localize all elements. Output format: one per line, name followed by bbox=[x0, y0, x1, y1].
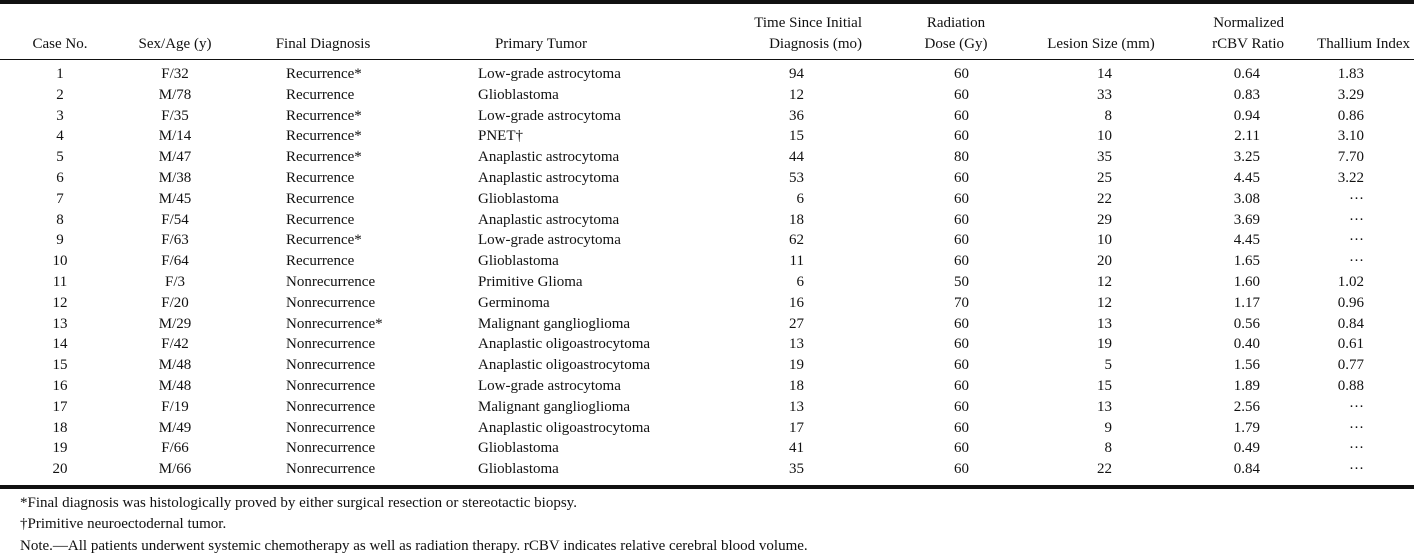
cell-primary-tumor: Germinoma bbox=[478, 294, 550, 311]
header-lesion-size: Lesion Size (mm) bbox=[1047, 36, 1155, 52]
cell-primary-tumor: Glioblastoma bbox=[478, 190, 559, 207]
cell-lesion-size: 13 bbox=[1097, 315, 1112, 332]
cell-time-since-diagnosis: 6 bbox=[796, 273, 804, 290]
cell-primary-tumor: Glioblastoma bbox=[478, 440, 559, 457]
cell-time-since-diagnosis: 44 bbox=[789, 149, 804, 166]
cell-time-since-diagnosis: 53 bbox=[789, 169, 804, 186]
cell-thallium-index: ··· bbox=[1349, 419, 1364, 436]
cell-final-diagnosis: Nonrecurrence bbox=[286, 398, 376, 415]
cell-primary-tumor: Anaplastic oligoastrocytoma bbox=[478, 357, 651, 374]
cell-case-no: 7 bbox=[56, 190, 64, 207]
cell-thallium-index: ··· bbox=[1349, 253, 1364, 270]
cell-sex-age: M/14 bbox=[158, 128, 192, 145]
cell-lesion-size: 15 bbox=[1097, 377, 1112, 394]
cell-lesion-size: 29 bbox=[1097, 211, 1112, 228]
cell-sex-age: F/66 bbox=[161, 440, 189, 457]
cell-lesion-size: 13 bbox=[1097, 398, 1112, 415]
table-row bbox=[0, 251, 1414, 272]
cell-final-diagnosis: Recurrence bbox=[286, 211, 355, 228]
cell-case-no: 3 bbox=[56, 107, 64, 124]
cell-case-no: 11 bbox=[52, 273, 68, 290]
cell-sex-age: M/47 bbox=[158, 149, 192, 166]
table-row bbox=[0, 168, 1414, 189]
cell-final-diagnosis: Recurrence* bbox=[286, 107, 362, 124]
cell-radiation-dose: 60 bbox=[954, 336, 969, 353]
cell-lesion-size: 5 bbox=[1104, 357, 1112, 374]
cell-case-no: 9 bbox=[56, 232, 64, 249]
cell-rcbv-ratio: 4.45 bbox=[1233, 169, 1260, 186]
cell-time-since-diagnosis: 12 bbox=[789, 86, 804, 103]
cell-radiation-dose: 60 bbox=[954, 169, 969, 186]
cell-thallium-index: ··· bbox=[1349, 232, 1364, 249]
cell-final-diagnosis: Recurrence* bbox=[286, 232, 362, 249]
cell-rcbv-ratio: 0.64 bbox=[1233, 66, 1260, 82]
cell-lesion-size: 10 bbox=[1097, 232, 1112, 249]
header-rcbv-ratio: Normalized rCBV Ratio bbox=[1212, 15, 1284, 52]
table-row bbox=[0, 272, 1414, 293]
cell-time-since-diagnosis: 27 bbox=[789, 315, 804, 332]
cell-lesion-size: 20 bbox=[1097, 253, 1112, 270]
cell-time-since-diagnosis: 62 bbox=[789, 232, 804, 249]
cell-primary-tumor: Anaplastic oligoastrocytoma bbox=[478, 419, 651, 436]
cell-thallium-index: 0.61 bbox=[1337, 336, 1364, 353]
cell-sex-age: F/3 bbox=[164, 273, 185, 290]
cell-case-no: 6 bbox=[56, 169, 64, 186]
cell-thallium-index: 3.10 bbox=[1337, 128, 1364, 145]
cell-radiation-dose: 60 bbox=[954, 419, 969, 436]
cell-rcbv-ratio: 0.94 bbox=[1233, 107, 1260, 124]
cell-radiation-dose: 60 bbox=[954, 253, 969, 270]
cell-thallium-index: 0.77 bbox=[1337, 357, 1364, 374]
table-row bbox=[0, 210, 1414, 231]
cell-time-since-diagnosis: 6 bbox=[796, 190, 804, 207]
table-row bbox=[0, 397, 1414, 418]
bottom-rule bbox=[0, 485, 1414, 489]
footnote-dagger: †Primitive neuroectodernal tumor. bbox=[20, 516, 227, 533]
cell-case-no: 13 bbox=[52, 315, 68, 332]
cell-radiation-dose: 60 bbox=[954, 377, 969, 394]
top-rule bbox=[0, 0, 1414, 4]
cell-rcbv-ratio: 0.83 bbox=[1233, 86, 1260, 103]
header-rule bbox=[0, 59, 1414, 60]
cell-sex-age: F/64 bbox=[161, 253, 189, 270]
cell-radiation-dose: 60 bbox=[954, 232, 969, 249]
cell-lesion-size: 33 bbox=[1097, 86, 1112, 103]
cell-primary-tumor: Glioblastoma bbox=[478, 253, 559, 270]
cell-sex-age: F/32 bbox=[161, 66, 189, 82]
cell-time-since-diagnosis: 41 bbox=[789, 440, 804, 457]
header-row bbox=[0, 10, 1414, 59]
cell-final-diagnosis: Recurrence bbox=[286, 169, 355, 186]
cell-rcbv-ratio: 1.89 bbox=[1233, 377, 1260, 394]
cell-thallium-index: ··· bbox=[1349, 440, 1364, 457]
cell-primary-tumor: Anaplastic oligoastrocytoma bbox=[478, 336, 651, 353]
cell-lesion-size: 12 bbox=[1097, 273, 1112, 290]
cell-thallium-index: 1.02 bbox=[1337, 273, 1364, 290]
cell-case-no: 18 bbox=[52, 419, 68, 436]
cell-time-since-diagnosis: 35 bbox=[789, 461, 804, 478]
cell-time-since-diagnosis: 19 bbox=[789, 357, 804, 374]
cell-final-diagnosis: Nonrecurrence bbox=[286, 461, 376, 478]
cell-case-no: 10 bbox=[52, 253, 68, 270]
cell-primary-tumor: Glioblastoma bbox=[478, 461, 559, 478]
cell-rcbv-ratio: 1.79 bbox=[1233, 419, 1260, 436]
cell-time-since-diagnosis: 13 bbox=[789, 336, 804, 353]
cell-thallium-index: 3.22 bbox=[1337, 169, 1364, 186]
cell-rcbv-ratio: 1.60 bbox=[1233, 273, 1260, 290]
cell-final-diagnosis: Recurrence bbox=[286, 86, 355, 103]
cell-case-no: 20 bbox=[52, 461, 68, 478]
cell-case-no: 16 bbox=[52, 377, 68, 394]
cell-radiation-dose: 60 bbox=[954, 107, 969, 124]
cell-time-since-diagnosis: 18 bbox=[789, 211, 804, 228]
table-row bbox=[0, 85, 1414, 106]
cell-thallium-index: ··· bbox=[1349, 190, 1364, 207]
cell-radiation-dose: 50 bbox=[954, 273, 969, 290]
cell-final-diagnosis: Recurrence bbox=[286, 190, 355, 207]
cell-radiation-dose: 60 bbox=[954, 357, 969, 374]
cell-case-no: 12 bbox=[52, 294, 68, 311]
cell-case-no: 14 bbox=[52, 336, 68, 353]
table-row bbox=[0, 230, 1414, 251]
cell-primary-tumor: Glioblastoma bbox=[478, 86, 559, 103]
header-thallium-index: Thallium Index bbox=[1317, 36, 1410, 52]
cell-sex-age: F/20 bbox=[161, 294, 189, 311]
cell-rcbv-ratio: 0.84 bbox=[1233, 461, 1260, 478]
table-row bbox=[0, 189, 1414, 210]
cell-rcbv-ratio: 1.65 bbox=[1233, 253, 1260, 270]
cell-radiation-dose: 60 bbox=[954, 398, 969, 415]
cell-lesion-size: 14 bbox=[1097, 66, 1112, 82]
header-primary-tumor: Primary Tumor bbox=[494, 36, 588, 52]
cell-case-no: 4 bbox=[56, 128, 64, 145]
cell-primary-tumor: Malignant ganglioglioma bbox=[478, 315, 631, 332]
patient-data-table bbox=[0, 10, 1414, 480]
cell-final-diagnosis: Nonrecurrence bbox=[286, 294, 376, 311]
cell-final-diagnosis: Nonrecurrence bbox=[286, 273, 376, 290]
cell-rcbv-ratio: 3.25 bbox=[1233, 149, 1260, 166]
cell-lesion-size: 8 bbox=[1104, 107, 1112, 124]
cell-radiation-dose: 60 bbox=[954, 315, 969, 332]
cell-radiation-dose: 60 bbox=[954, 461, 969, 478]
cell-case-no: 19 bbox=[52, 440, 68, 457]
cell-lesion-size: 12 bbox=[1097, 294, 1112, 311]
cell-rcbv-ratio: 0.40 bbox=[1233, 336, 1260, 353]
cell-radiation-dose: 60 bbox=[954, 86, 969, 103]
cell-lesion-size: 19 bbox=[1097, 336, 1112, 353]
cell-thallium-index: 0.84 bbox=[1337, 315, 1364, 332]
cell-rcbv-ratio: 0.49 bbox=[1233, 440, 1260, 457]
cell-sex-age: F/54 bbox=[161, 211, 189, 228]
cell-case-no: 17 bbox=[52, 398, 68, 415]
cell-radiation-dose: 70 bbox=[954, 294, 969, 311]
table-row bbox=[0, 355, 1414, 376]
cell-time-since-diagnosis: 18 bbox=[789, 377, 804, 394]
cell-primary-tumor: Anaplastic astrocytoma bbox=[478, 169, 620, 186]
cell-radiation-dose: 60 bbox=[954, 66, 969, 82]
cell-lesion-size: 9 bbox=[1104, 419, 1112, 436]
cell-lesion-size: 10 bbox=[1097, 128, 1112, 145]
table-row bbox=[0, 438, 1414, 459]
cell-case-no: 8 bbox=[56, 211, 64, 228]
cell-rcbv-ratio: 2.56 bbox=[1233, 398, 1260, 415]
table-row bbox=[0, 459, 1414, 480]
cell-time-since-diagnosis: 36 bbox=[789, 107, 804, 124]
cell-rcbv-ratio: 1.56 bbox=[1233, 357, 1260, 374]
table-row bbox=[0, 147, 1414, 168]
header-radiation-dose: Radiation Dose (Gy) bbox=[924, 15, 988, 52]
cell-final-diagnosis: Recurrence* bbox=[286, 149, 362, 166]
cell-lesion-size: 35 bbox=[1097, 149, 1112, 166]
cell-lesion-size: 8 bbox=[1104, 440, 1112, 457]
cell-case-no: 1 bbox=[56, 66, 64, 82]
cell-time-since-diagnosis: 17 bbox=[789, 419, 804, 436]
cell-time-since-diagnosis: 15 bbox=[789, 128, 804, 145]
table-row bbox=[0, 314, 1414, 335]
cell-sex-age: M/49 bbox=[158, 419, 192, 436]
cell-sex-age: F/19 bbox=[161, 398, 189, 415]
cell-thallium-index: 1.83 bbox=[1337, 66, 1364, 82]
cell-thallium-index: ··· bbox=[1349, 461, 1364, 478]
header-case-no: Case No. bbox=[32, 36, 88, 52]
cell-time-since-diagnosis: 16 bbox=[789, 294, 804, 311]
cell-final-diagnosis: Nonrecurrence bbox=[286, 377, 376, 394]
cell-primary-tumor: Low-grade astrocytoma bbox=[478, 377, 621, 394]
cell-thallium-index: ··· bbox=[1349, 398, 1364, 415]
cell-time-since-diagnosis: 13 bbox=[789, 398, 804, 415]
cell-sex-age: F/35 bbox=[161, 107, 189, 124]
cell-lesion-size: 22 bbox=[1097, 190, 1112, 207]
cell-final-diagnosis: Recurrence* bbox=[286, 66, 362, 82]
cell-time-since-diagnosis: 11 bbox=[789, 253, 804, 270]
cell-rcbv-ratio: 2.11 bbox=[1234, 128, 1260, 145]
cell-primary-tumor: Malignant ganglioglioma bbox=[478, 398, 631, 415]
cell-rcbv-ratio: 4.45 bbox=[1233, 232, 1260, 249]
cell-sex-age: M/78 bbox=[158, 86, 192, 103]
table-row bbox=[0, 376, 1414, 397]
cell-primary-tumor: Primitive Glioma bbox=[478, 273, 583, 290]
cell-thallium-index: 0.96 bbox=[1337, 294, 1364, 311]
table-row bbox=[0, 334, 1414, 355]
cell-primary-tumor: Anaplastic astrocytoma bbox=[478, 211, 620, 228]
cell-final-diagnosis: Nonrecurrence* bbox=[286, 315, 383, 332]
cell-sex-age: M/66 bbox=[158, 461, 192, 478]
cell-thallium-index: ··· bbox=[1349, 211, 1364, 228]
cell-primary-tumor: PNET† bbox=[478, 128, 523, 145]
cell-radiation-dose: 60 bbox=[954, 128, 969, 145]
cell-thallium-index: 0.88 bbox=[1337, 377, 1364, 394]
cell-final-diagnosis: Nonrecurrence bbox=[286, 419, 376, 436]
table-row bbox=[0, 293, 1414, 314]
cell-rcbv-ratio: 3.69 bbox=[1233, 211, 1260, 228]
cell-lesion-size: 25 bbox=[1097, 169, 1112, 186]
cell-thallium-index: 7.70 bbox=[1337, 149, 1364, 166]
table-row bbox=[0, 106, 1414, 127]
cell-thallium-index: 3.29 bbox=[1337, 86, 1364, 103]
cell-sex-age: M/48 bbox=[158, 357, 192, 374]
table-row bbox=[0, 59, 1414, 85]
cell-sex-age: F/63 bbox=[161, 232, 189, 249]
cell-final-diagnosis: Nonrecurrence bbox=[286, 440, 376, 457]
cell-radiation-dose: 60 bbox=[954, 211, 969, 228]
cell-primary-tumor: Anaplastic astrocytoma bbox=[478, 149, 620, 166]
header-time-since-diagnosis: Time Since Initial Diagnosis (mo) bbox=[754, 15, 862, 52]
cell-primary-tumor: Low-grade astrocytoma bbox=[478, 107, 621, 124]
table-row bbox=[0, 126, 1414, 147]
footnote-note: Note.—All patients underwent systemic chemotherapy as well as radiation therapy. rCBV indicates relative cerebral blood volume. bbox=[20, 537, 808, 554]
header-sex-age: Sex/Age (y) bbox=[138, 36, 212, 52]
cell-thallium-index: 0.86 bbox=[1337, 107, 1364, 124]
table-row bbox=[0, 418, 1414, 439]
cell-sex-age: F/42 bbox=[161, 336, 189, 353]
cell-sex-age: M/29 bbox=[158, 315, 192, 332]
cell-case-no: 15 bbox=[52, 357, 68, 374]
cell-radiation-dose: 60 bbox=[954, 440, 969, 457]
cell-rcbv-ratio: 3.08 bbox=[1233, 190, 1260, 207]
table-footnotes bbox=[20, 493, 808, 557]
cell-rcbv-ratio: 1.17 bbox=[1233, 294, 1260, 311]
cell-final-diagnosis: Recurrence* bbox=[286, 128, 362, 145]
cell-time-since-diagnosis: 94 bbox=[789, 66, 804, 82]
cell-case-no: 2 bbox=[56, 86, 64, 103]
cell-primary-tumor: Low-grade astrocytoma bbox=[478, 232, 621, 249]
cell-radiation-dose: 60 bbox=[954, 190, 969, 207]
cell-final-diagnosis: Recurrence bbox=[286, 253, 355, 270]
cell-final-diagnosis: Nonrecurrence bbox=[286, 357, 376, 374]
cell-case-no: 5 bbox=[56, 149, 64, 166]
table-body bbox=[0, 59, 1414, 480]
cell-primary-tumor: Low-grade astrocytoma bbox=[478, 66, 621, 82]
cell-radiation-dose: 80 bbox=[954, 149, 969, 166]
footnote-asterisk: *Final diagnosis was histologically proved by either surgical resection or stereotactic biopsy. bbox=[20, 495, 577, 511]
cell-sex-age: M/38 bbox=[158, 169, 192, 186]
cell-sex-age: M/45 bbox=[158, 190, 192, 207]
cell-rcbv-ratio: 0.56 bbox=[1233, 315, 1260, 332]
cell-lesion-size: 22 bbox=[1097, 461, 1112, 478]
cell-sex-age: M/48 bbox=[158, 377, 192, 394]
cell-final-diagnosis: Nonrecurrence bbox=[286, 336, 376, 353]
header-final-diagnosis: Final Diagnosis bbox=[275, 36, 371, 52]
